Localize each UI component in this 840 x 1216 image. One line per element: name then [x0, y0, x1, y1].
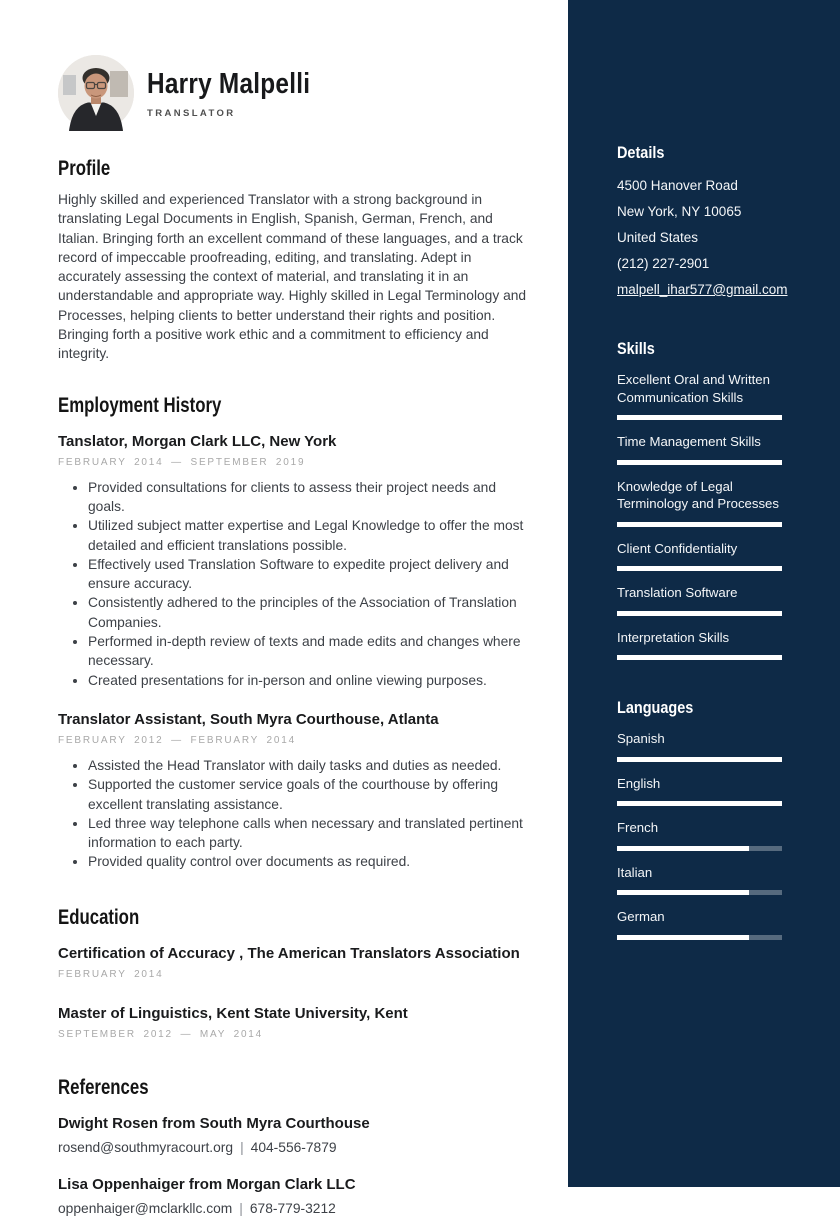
section-employment-history	[58, 394, 532, 872]
job-bullet-list	[58, 756, 532, 872]
job-entry-title: Tanslator, Morgan Clark LLC, New York	[58, 432, 337, 450]
page-title: Harry Malpelli	[147, 67, 311, 100]
address-line: United States	[617, 230, 699, 245]
skill-level-fill	[617, 522, 782, 527]
section-references	[58, 1076, 532, 1216]
reference-entry	[58, 1176, 532, 1216]
job-bullet: • Led three way telephone calls when necessary and translated pertinent information to each party.	[88, 814, 532, 853]
header	[58, 55, 532, 131]
sidebar-skills	[617, 339, 782, 660]
references-heading: References	[58, 1075, 149, 1099]
language-item	[617, 730, 782, 762]
education-entry	[58, 1005, 532, 1040]
reference-name: Lisa Oppenhaiger from Morgan Clark LLC	[58, 1175, 356, 1193]
separator: |	[240, 1139, 244, 1155]
skill-item	[617, 540, 782, 572]
job-entry-period: FEBRUARY 2012 — FEBRUARY 2014	[58, 734, 296, 746]
separator: |	[239, 1200, 243, 1216]
job-bullet: • Provided quality control over documents as required.	[88, 852, 532, 871]
language-label: French	[617, 820, 659, 835]
avatar	[58, 55, 134, 131]
details-body	[617, 173, 788, 303]
profile-heading: Profile	[58, 157, 111, 180]
job-bullet: • Created presentations for in-person and online viewing purposes.	[88, 671, 532, 690]
job-entry	[58, 433, 532, 690]
profile-summary: Highly skilled and experienced Translator with a strong background in translating Legal Documents in English, Spanish, German, French, and Italian. Bringing forth an excellent command of these languages, and a track record of impeccable proofreading, editing, and translating. Adept in accurately assessing the context of material, and translating it in an understandable and appropriate way. Highly skilled in Legal Terminology and Processes, helping clients to better understand their rights and position. Bringing forth a positive work ethic and a commitment to efficiency and integrity.	[58, 192, 527, 362]
email-link[interactable]: malpell_ihar577@gmail.com	[617, 282, 788, 297]
skill-item	[617, 584, 782, 616]
language-item	[617, 864, 782, 896]
language-level-bar	[617, 846, 782, 851]
skill-label: Time Management Skills	[617, 434, 761, 449]
skill-level-fill	[617, 566, 782, 571]
job-bullet: • Utilized subject matter expertise and Legal Knowledge to offer the most detailed and efficient translations possible.	[88, 516, 532, 555]
reference-email: oppenhaiger@mclarkllc.com	[58, 1200, 233, 1216]
skill-item	[617, 629, 782, 661]
reference-email: rosend@southmyracourt.org	[58, 1139, 234, 1155]
skill-level-bar	[617, 655, 782, 660]
language-level-bar	[617, 757, 782, 762]
details-heading: Details	[617, 143, 665, 162]
skill-label: Translation Software	[617, 585, 738, 600]
section-profile	[58, 157, 532, 364]
skill-label: Knowledge of Legal Terminology and Processes	[617, 478, 779, 511]
skill-label: Interpretation Skills	[617, 629, 730, 645]
language-level-fill	[617, 890, 749, 895]
phone-number: (212) 227-2901	[617, 256, 710, 271]
sidebar	[568, 0, 840, 1187]
address-line: 4500 Hanover Road	[617, 178, 738, 193]
reference-entry	[58, 1115, 532, 1155]
name-block	[147, 68, 341, 119]
language-level-bar	[617, 801, 782, 806]
skill-label: Excellent Oral and Written Communication Skills	[617, 372, 770, 405]
education-entry-title: Certification of Accuracy , The American Translators Association	[58, 944, 520, 962]
skill-level-bar	[617, 415, 782, 420]
skill-level-bar	[617, 611, 782, 616]
job-bullet: • Provided consultations for clients to assess their project needs and goals.	[88, 478, 532, 517]
skill-level-bar	[617, 522, 782, 527]
language-level-fill	[617, 846, 749, 851]
language-label: German	[617, 909, 665, 924]
job-entry	[58, 711, 532, 872]
skill-level-fill	[617, 415, 782, 420]
skill-level-fill	[617, 460, 782, 465]
language-level-fill	[617, 935, 749, 940]
job-bullet: • Effectively used Translation Software to expedite project delivery and ensure accuracy.	[88, 555, 532, 594]
skill-label: Client Confidentiality	[617, 540, 738, 556]
skill-item	[617, 433, 782, 465]
language-item	[617, 819, 782, 851]
language-label: English	[617, 775, 661, 791]
education-entry-period: SEPTEMBER 2012 — MAY 2014	[58, 1028, 264, 1040]
skills-heading: Skills	[617, 339, 655, 358]
job-bullet: • Performed in-depth review of texts and made edits and changes where necessary.	[88, 632, 532, 671]
skill-level-fill	[617, 611, 782, 616]
language-item	[617, 908, 782, 940]
language-label: Spanish	[617, 731, 665, 746]
job-entry-period: FEBRUARY 2014 — SEPTEMBER 2019	[58, 456, 306, 468]
reference-name: Dwight Rosen from South Myra Courthouse	[58, 1114, 370, 1132]
section-education	[58, 906, 532, 1040]
job-bullet-list	[58, 478, 532, 690]
skill-level-bar	[617, 566, 782, 571]
reference-phone: 404-556-7879	[250, 1139, 337, 1155]
skill-level-bar	[617, 460, 782, 465]
sidebar-languages	[617, 698, 782, 940]
sidebar-details	[617, 143, 788, 303]
reference-phone: 678-779-3212	[249, 1200, 336, 1216]
education-heading: Education	[58, 905, 140, 929]
languages-heading: Languages	[617, 698, 694, 717]
education-entry	[58, 945, 532, 980]
language-level-fill	[617, 757, 782, 762]
reference-contact	[58, 1140, 532, 1155]
education-entry-title: Master of Linguistics, Kent State University, Kent	[58, 1004, 408, 1022]
language-level-bar	[617, 935, 782, 940]
language-item	[617, 775, 782, 807]
job-title-label: TRANSLATOR	[147, 107, 236, 119]
reference-contact	[58, 1201, 532, 1216]
job-bullet: • Assisted the Head Translator with daily tasks and duties as needed.	[88, 756, 532, 775]
address-line: New York, NY 10065	[617, 204, 742, 219]
education-entry-period: FEBRUARY 2014	[58, 968, 164, 980]
skill-item	[617, 371, 782, 420]
avatar-photo-illustration	[58, 55, 134, 131]
skill-item	[617, 478, 782, 527]
skill-level-fill	[617, 655, 782, 660]
job-entry-title: Translator Assistant, South Myra Courthouse, Atlanta	[58, 710, 439, 728]
language-label: Italian	[617, 864, 653, 880]
job-bullet: • Supported the customer service goals of the courthouse by offering excellent translating assistance.	[88, 775, 532, 814]
language-level-bar	[617, 890, 782, 895]
job-bullet: • Consistently adhered to the principles of the Association of Translation Companies.	[88, 593, 532, 632]
employment-heading: Employment History	[58, 393, 222, 417]
language-level-fill	[617, 801, 782, 806]
